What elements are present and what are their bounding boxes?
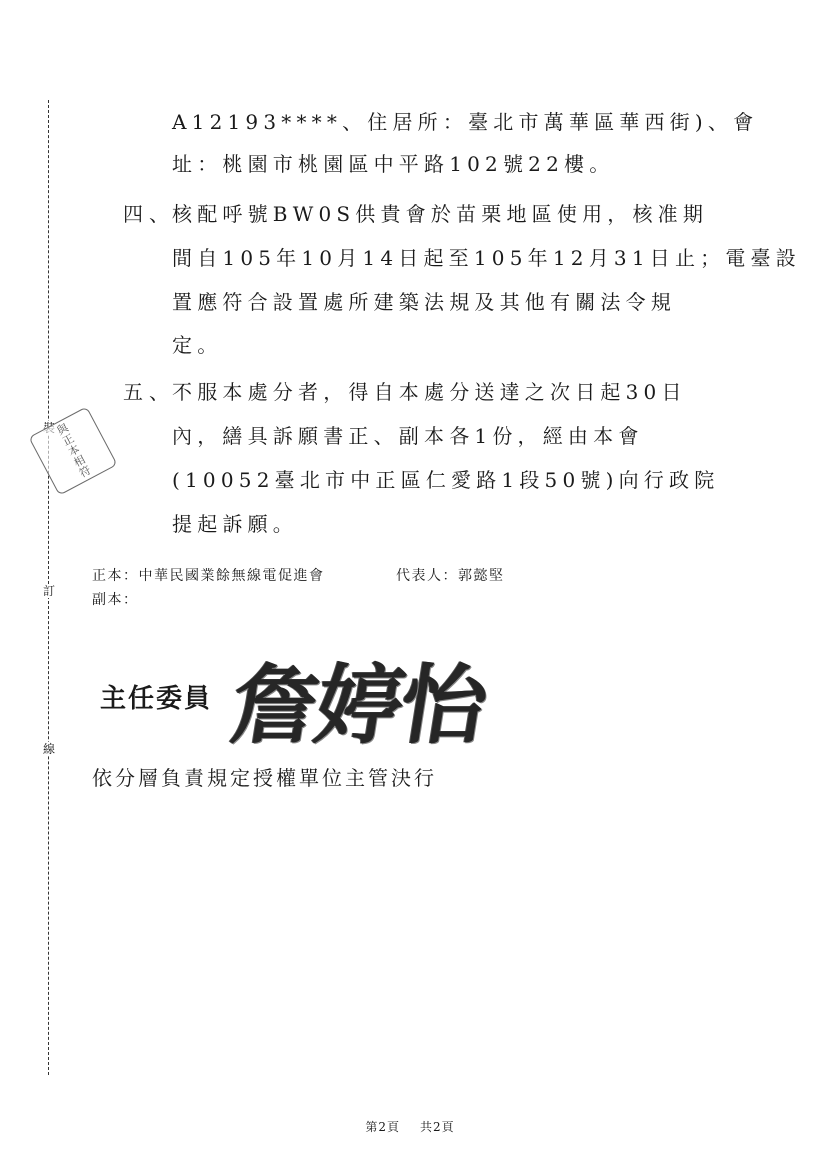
cont-line-1: A12193****、住居所：臺北市萬華區華西街)、會 bbox=[172, 110, 759, 134]
page-total: 共2頁 bbox=[420, 1120, 455, 1134]
delegation-note: 依分層負責規定授權單位主管決行 bbox=[92, 766, 437, 790]
binding-mark-ding: 訂 bbox=[42, 584, 55, 598]
item-five-line-1: 不服本處分者，得自本處分送達之次日起30日 bbox=[172, 380, 687, 404]
item-five-line-4: 提起訴願。 bbox=[172, 512, 298, 536]
cont-line-2: 址：桃園市桃園區中平路102號22樓。 bbox=[172, 152, 615, 176]
item-four-line-1: 核配呼號BW0S供貴會於苗栗地區使用，核准期 bbox=[172, 202, 709, 226]
representative bbox=[396, 565, 505, 585]
item-five-label: 五、 bbox=[123, 380, 175, 404]
stamp-text: 與正本相符 bbox=[53, 421, 94, 481]
binding-mark-xian: 線 bbox=[42, 742, 55, 756]
item-five-line-2: 內，繕具訴願書正、副本各1份，經由本會 bbox=[172, 424, 644, 448]
item-four-line-4: 定。 bbox=[172, 333, 223, 357]
page-number: 第2頁 bbox=[365, 1120, 400, 1134]
original-value: 中華民國業餘無線電促進會 bbox=[138, 568, 325, 584]
item-four-line-2: 間自105年10月14日起至105年12月31日止；電臺設 bbox=[172, 246, 801, 270]
copy-recipient bbox=[92, 589, 139, 609]
representative-value: 郭懿堅 bbox=[458, 568, 505, 584]
chief-commissioner-title: 主任委員 bbox=[100, 684, 213, 714]
item-five-line-3: (10052臺北市中正區仁愛路1段50號)向行政院 bbox=[172, 468, 720, 492]
copy-label: 副本： bbox=[92, 592, 139, 608]
page-footer bbox=[0, 1118, 820, 1135]
certification-stamp bbox=[28, 406, 117, 495]
original-recipient bbox=[92, 565, 325, 585]
item-four-line-3: 置應符合設置處所建築法規及其他有關法令規 bbox=[172, 290, 676, 314]
commissioner-signature: 詹婷怡 bbox=[224, 655, 493, 756]
original-label: 正本： bbox=[92, 568, 139, 584]
representative-label: 代表人： bbox=[396, 568, 458, 584]
item-four-label: 四、 bbox=[123, 202, 175, 226]
